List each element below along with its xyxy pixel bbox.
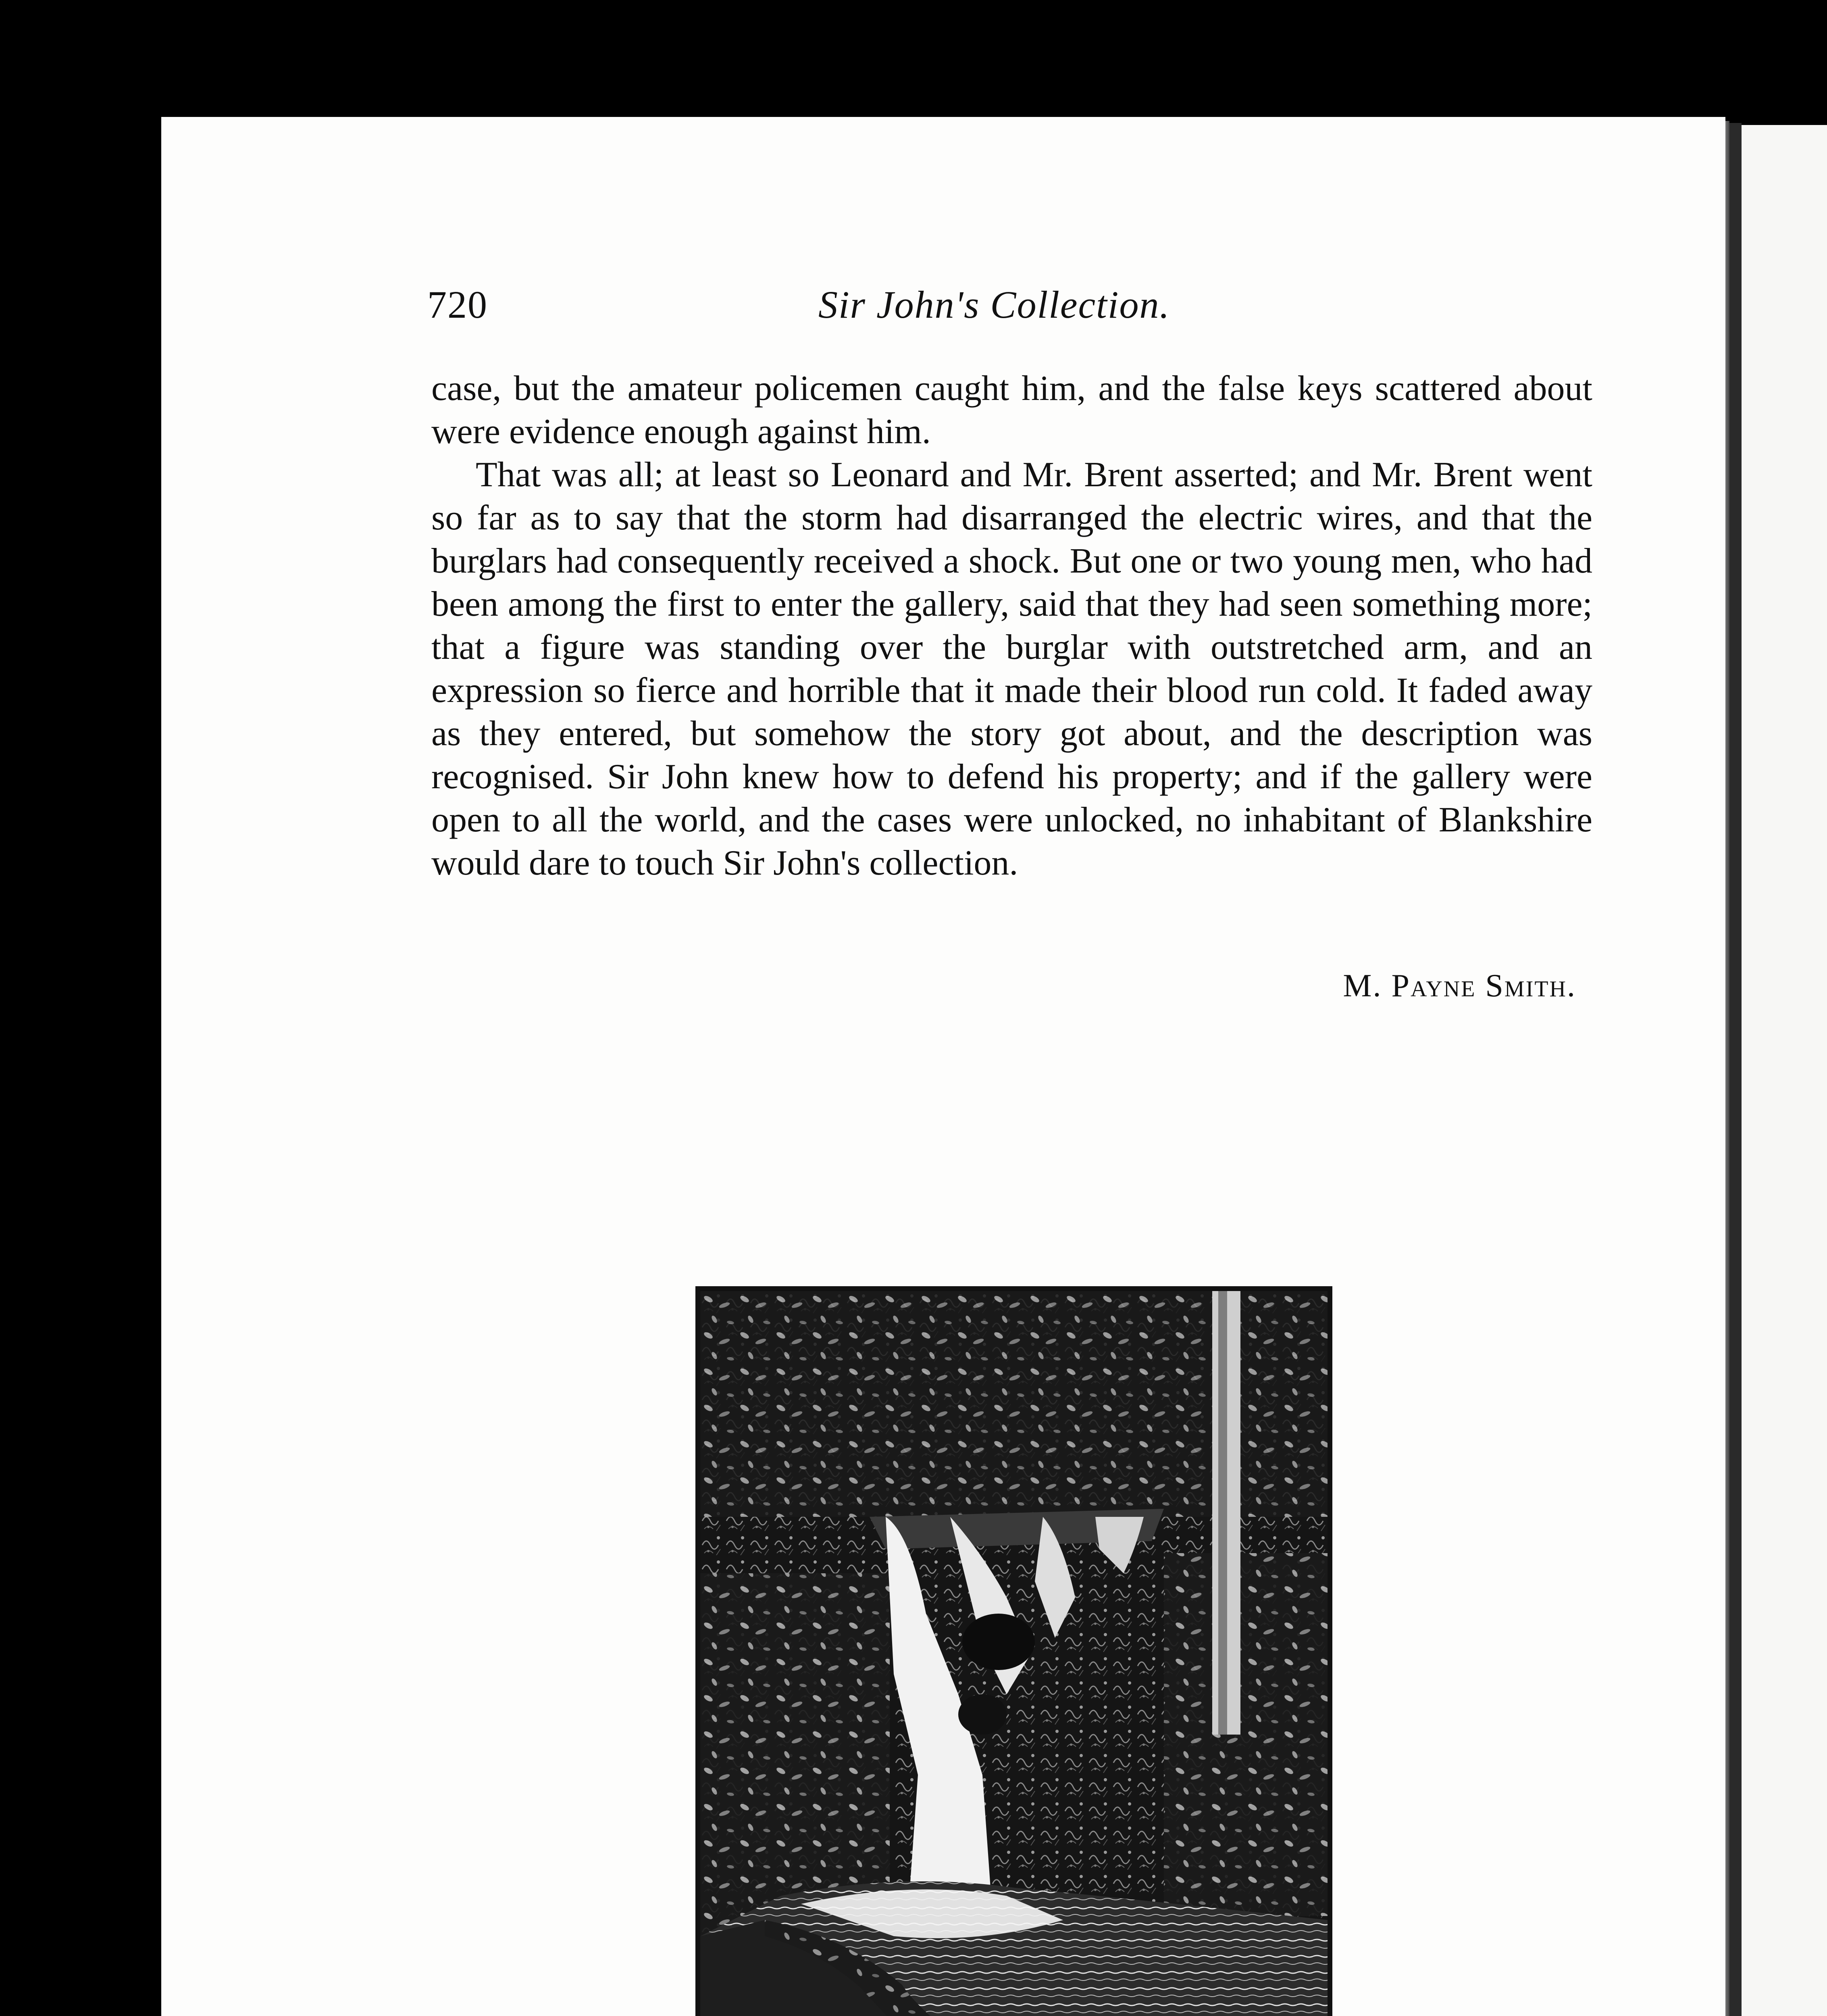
paragraph: case, but the amateur policemen caught him, and the false keys scattered about were evidence enough against him. xyxy=(431,369,1592,451)
author-name: Payne Smith. xyxy=(1391,968,1576,1004)
page-gutter-shadow xyxy=(1729,123,1742,2016)
paragraph: That was all; at least so Leonard and Mr. Brent asserted; and Mr. Brent went so far as to say that the storm had disarranged the electric wires, and that the burglars had consequently received a shock. But one or two young men, who had been among the first to enter the gallery, said that they had seen something more; that a figure was standing over the burglar with outstretched arm, and an expression so fierce and horrible that it made their blood run cold. It faded away as they entered, but somehow the story got about, and the description was recognised. Sir John knew how to defend his property; and if the gallery were open to all the world, and the cases were unlocked, no inhabitant of Blankshire would dare to touch Sir John's collection. xyxy=(431,455,1592,883)
running-head xyxy=(427,282,1596,339)
author-initial: M. xyxy=(1343,968,1382,1004)
page-edge-shadow xyxy=(1725,121,1729,2016)
running-title: Sir John's Collection. xyxy=(818,283,1170,326)
facing-page-edge xyxy=(1742,125,1827,2016)
waterfall-engraving xyxy=(695,1286,1332,2016)
waterfall-illustration xyxy=(700,1291,1328,2016)
page-number: 720 xyxy=(427,283,488,326)
body-text xyxy=(431,367,1592,885)
author-byline xyxy=(1213,968,1576,1004)
